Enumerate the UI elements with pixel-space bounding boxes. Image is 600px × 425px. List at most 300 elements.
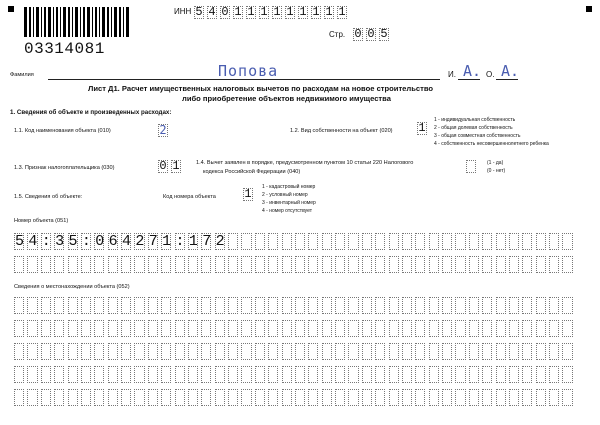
location-cell[interactable]	[255, 343, 265, 360]
location-cell[interactable]	[482, 320, 492, 337]
object-number-cell[interactable]	[402, 256, 412, 273]
location-cell[interactable]	[442, 297, 452, 314]
location-cell[interactable]	[255, 297, 265, 314]
location-cell[interactable]	[308, 389, 318, 406]
object-number-cell[interactable]	[362, 233, 372, 250]
location-cell[interactable]	[455, 343, 465, 360]
location-cell[interactable]	[375, 366, 385, 383]
location-cell[interactable]	[295, 297, 305, 314]
inn-digit-cell[interactable]: 5	[195, 5, 203, 19]
location-cell[interactable]	[14, 389, 24, 406]
location-cell[interactable]	[54, 343, 64, 360]
f13-cells[interactable]	[158, 160, 184, 173]
location-cell[interactable]	[496, 366, 506, 383]
location-cell[interactable]	[175, 389, 185, 406]
location-cell[interactable]	[562, 366, 572, 383]
f13-digit-cell[interactable]: 0	[159, 159, 167, 173]
location-cell[interactable]	[482, 366, 492, 383]
location-cell[interactable]	[415, 343, 425, 360]
f11-cells[interactable]	[158, 124, 171, 137]
inn-cells[interactable]	[194, 6, 350, 19]
location-cell[interactable]	[41, 343, 51, 360]
location-cell[interactable]	[228, 389, 238, 406]
location-cell[interactable]	[415, 389, 425, 406]
object-number-cell[interactable]	[522, 233, 532, 250]
object-number-cell[interactable]: :	[175, 233, 185, 250]
location-cell[interactable]	[41, 320, 51, 337]
location-cell[interactable]	[94, 366, 104, 383]
location-cell[interactable]	[14, 320, 24, 337]
location-cell[interactable]	[134, 389, 144, 406]
object-number-cell[interactable]	[68, 256, 78, 273]
object-number-cell[interactable]: 5	[15, 233, 25, 250]
location-cell[interactable]	[282, 343, 292, 360]
location-cell[interactable]	[389, 320, 399, 337]
location-cell[interactable]	[389, 297, 399, 314]
location-cell[interactable]	[549, 389, 559, 406]
inn-digit-cell[interactable]: 1	[312, 5, 320, 19]
location-cell[interactable]	[215, 320, 225, 337]
location-cell[interactable]	[442, 366, 452, 383]
location-cell[interactable]	[402, 343, 412, 360]
object-number-cell[interactable]	[14, 256, 24, 273]
object-number-cell[interactable]	[228, 233, 238, 250]
location-cell[interactable]	[27, 343, 37, 360]
object-number-cell[interactable]	[41, 256, 51, 273]
object-number-cell[interactable]	[469, 256, 479, 273]
location-cell[interactable]	[522, 343, 532, 360]
object-number-cell[interactable]	[295, 233, 305, 250]
location-cell[interactable]	[469, 389, 479, 406]
inn-digit-cell[interactable]: 1	[325, 5, 333, 19]
location-cell[interactable]	[455, 320, 465, 337]
object-number-cell[interactable]	[161, 256, 171, 273]
object-number-cell[interactable]	[482, 256, 492, 273]
object-number-cell[interactable]	[415, 233, 425, 250]
location-cell[interactable]	[27, 297, 37, 314]
location-cell[interactable]	[54, 297, 64, 314]
object-number-cell[interactable]	[188, 256, 198, 273]
f13-digit-cell[interactable]: 1	[172, 159, 180, 173]
location-cell[interactable]	[54, 366, 64, 383]
location-cell[interactable]	[94, 320, 104, 337]
location-cell[interactable]	[469, 343, 479, 360]
initial-o-value[interactable]: А.	[501, 62, 520, 80]
object-number-cell[interactable]	[389, 256, 399, 273]
location-cell[interactable]	[81, 297, 91, 314]
location-cell[interactable]	[228, 297, 238, 314]
object-number-cell[interactable]	[522, 256, 532, 273]
location-cell[interactable]	[27, 389, 37, 406]
location-cell[interactable]	[562, 343, 572, 360]
location-cell[interactable]	[362, 366, 372, 383]
object-number-cell[interactable]	[27, 256, 37, 273]
object-number-cell[interactable]	[108, 256, 118, 273]
location-cell[interactable]	[268, 366, 278, 383]
location-cell[interactable]	[81, 389, 91, 406]
location-cell[interactable]	[536, 366, 546, 383]
object-number-cell[interactable]	[482, 233, 492, 250]
location-cell[interactable]	[282, 389, 292, 406]
object-number-cell[interactable]	[322, 256, 332, 273]
f14-cells[interactable]	[466, 160, 479, 173]
object-number-cell[interactable]	[442, 233, 452, 250]
object-number-cell[interactable]	[121, 256, 131, 273]
location-cell[interactable]	[282, 366, 292, 383]
location-cell[interactable]	[389, 343, 399, 360]
object-number-cell[interactable]	[282, 233, 292, 250]
location-cell[interactable]	[455, 297, 465, 314]
location-cell[interactable]	[536, 297, 546, 314]
location-cell[interactable]	[268, 297, 278, 314]
object-number-cell[interactable]	[295, 256, 305, 273]
inn-digit-cell[interactable]: 1	[260, 5, 268, 19]
object-number-cell[interactable]	[509, 233, 519, 250]
location-cell[interactable]	[522, 320, 532, 337]
object-number-cell[interactable]: 2	[135, 233, 145, 250]
object-number-row-2[interactable]	[14, 256, 576, 273]
location-cell[interactable]	[335, 297, 345, 314]
location-cell[interactable]	[536, 389, 546, 406]
object-number-cell[interactable]	[335, 233, 345, 250]
object-number-cell[interactable]	[496, 233, 506, 250]
location-cell[interactable]	[308, 366, 318, 383]
location-cell[interactable]	[549, 366, 559, 383]
object-number-cell[interactable]	[389, 233, 399, 250]
location-cell[interactable]	[322, 366, 332, 383]
inn-digit-cell[interactable]: 1	[234, 5, 242, 19]
object-number-cell[interactable]	[348, 256, 358, 273]
location-cell[interactable]	[241, 320, 251, 337]
location-cell[interactable]	[295, 366, 305, 383]
object-number-cell[interactable]: 7	[148, 233, 158, 250]
location-cell[interactable]	[562, 389, 572, 406]
location-cell[interactable]	[496, 343, 506, 360]
object-number-cell[interactable]: 7	[202, 233, 212, 250]
location-cell[interactable]	[322, 320, 332, 337]
location-cell[interactable]	[27, 366, 37, 383]
location-cell[interactable]	[188, 366, 198, 383]
location-cell[interactable]	[215, 343, 225, 360]
location-cell[interactable]	[282, 320, 292, 337]
object-number-cell[interactable]: :	[81, 233, 91, 250]
object-number-cell[interactable]	[335, 256, 345, 273]
object-number-cell[interactable]	[442, 256, 452, 273]
location-cell[interactable]	[121, 297, 131, 314]
object-number-cell[interactable]	[308, 233, 318, 250]
location-cell[interactable]	[348, 366, 358, 383]
location-cell[interactable]	[94, 297, 104, 314]
location-cell[interactable]	[14, 343, 24, 360]
location-cell[interactable]	[54, 389, 64, 406]
object-number-cell[interactable]	[549, 256, 559, 273]
f15-cells[interactable]	[243, 188, 256, 201]
object-number-cell[interactable]: 4	[28, 233, 38, 250]
location-cell[interactable]	[121, 389, 131, 406]
location-cell[interactable]	[308, 297, 318, 314]
location-cell[interactable]	[402, 320, 412, 337]
object-number-cell[interactable]	[241, 233, 251, 250]
location-row[interactable]	[14, 389, 576, 406]
object-number-cell[interactable]	[562, 256, 572, 273]
location-cell[interactable]	[469, 366, 479, 383]
object-number-cell[interactable]: 3	[55, 233, 65, 250]
location-cell[interactable]	[362, 389, 372, 406]
location-cell[interactable]	[496, 297, 506, 314]
location-cell[interactable]	[509, 297, 519, 314]
location-cell[interactable]	[375, 389, 385, 406]
object-number-cell[interactable]: 4	[122, 233, 132, 250]
location-cell[interactable]	[175, 366, 185, 383]
location-cell[interactable]	[81, 343, 91, 360]
location-cell[interactable]	[94, 343, 104, 360]
location-cell[interactable]	[402, 366, 412, 383]
location-cell[interactable]	[455, 389, 465, 406]
location-cell[interactable]	[201, 343, 211, 360]
page-no-digit-cell[interactable]: 0	[367, 27, 375, 41]
location-cell[interactable]	[415, 366, 425, 383]
location-cell[interactable]	[148, 389, 158, 406]
location-cell[interactable]	[522, 389, 532, 406]
location-cell[interactable]	[134, 320, 144, 337]
location-cell[interactable]	[201, 297, 211, 314]
object-number-cell[interactable]	[549, 233, 559, 250]
location-cell[interactable]	[308, 343, 318, 360]
object-number-cell[interactable]: 6	[108, 233, 118, 250]
page-no-digit-cell[interactable]: 5	[380, 27, 388, 41]
object-number-cell[interactable]	[536, 256, 546, 273]
location-cell[interactable]	[295, 389, 305, 406]
location-cell[interactable]	[201, 320, 211, 337]
inn-digit-cell[interactable]: 4	[208, 5, 216, 19]
object-number-cell[interactable]	[348, 233, 358, 250]
location-cell[interactable]	[268, 320, 278, 337]
f12-cells[interactable]	[417, 122, 430, 135]
location-cell[interactable]	[188, 343, 198, 360]
object-number-cell[interactable]	[509, 256, 519, 273]
object-number-cell[interactable]	[268, 256, 278, 273]
object-number-cell[interactable]	[536, 233, 546, 250]
location-cell[interactable]	[549, 297, 559, 314]
object-number-cell[interactable]: 2	[215, 233, 225, 250]
location-cell[interactable]	[241, 343, 251, 360]
location-cell[interactable]	[335, 389, 345, 406]
location-cell[interactable]	[322, 389, 332, 406]
location-cell[interactable]	[161, 320, 171, 337]
object-number-cell[interactable]	[81, 256, 91, 273]
location-cell[interactable]	[68, 297, 78, 314]
inn-digit-cell[interactable]: 1	[299, 5, 307, 19]
location-cell[interactable]	[549, 343, 559, 360]
location-cell[interactable]	[429, 366, 439, 383]
location-cell[interactable]	[509, 366, 519, 383]
location-cell[interactable]	[241, 297, 251, 314]
object-number-cell[interactable]	[201, 256, 211, 273]
location-cell[interactable]	[335, 343, 345, 360]
location-cell[interactable]	[415, 297, 425, 314]
location-cell[interactable]	[469, 320, 479, 337]
object-number-cell[interactable]	[148, 256, 158, 273]
object-number-cell[interactable]	[469, 233, 479, 250]
object-number-cell[interactable]	[94, 256, 104, 273]
object-number-cell[interactable]	[415, 256, 425, 273]
location-cell[interactable]	[27, 320, 37, 337]
object-number-cell[interactable]	[268, 233, 278, 250]
surname-value[interactable]: Попова	[218, 62, 279, 80]
location-cell[interactable]	[322, 343, 332, 360]
location-cell[interactable]	[201, 389, 211, 406]
location-cell[interactable]	[308, 320, 318, 337]
location-cell[interactable]	[522, 366, 532, 383]
f12-cell[interactable]: 1	[418, 121, 426, 135]
object-number-cell[interactable]	[255, 233, 265, 250]
object-number-cell[interactable]	[175, 256, 185, 273]
location-cell[interactable]	[54, 320, 64, 337]
location-cell[interactable]	[188, 320, 198, 337]
object-number-cell[interactable]	[215, 256, 225, 273]
location-row[interactable]	[14, 366, 576, 383]
location-cell[interactable]	[429, 297, 439, 314]
inn-digit-cell[interactable]: 1	[286, 5, 294, 19]
object-number-cell[interactable]	[54, 256, 64, 273]
inn-digit-cell[interactable]: 1	[273, 5, 281, 19]
location-cell[interactable]	[562, 320, 572, 337]
location-cell[interactable]	[108, 320, 118, 337]
object-number-cell[interactable]: 1	[188, 233, 198, 250]
location-cell[interactable]	[375, 297, 385, 314]
location-cell[interactable]	[442, 343, 452, 360]
object-number-cell[interactable]	[455, 256, 465, 273]
object-number-cell[interactable]	[362, 256, 372, 273]
initial-i-value[interactable]: А.	[463, 62, 482, 80]
location-cell[interactable]	[68, 389, 78, 406]
location-cell[interactable]	[402, 297, 412, 314]
location-cell[interactable]	[134, 297, 144, 314]
location-cell[interactable]	[268, 389, 278, 406]
location-cell[interactable]	[496, 320, 506, 337]
object-number-cell[interactable]	[282, 256, 292, 273]
location-cell[interactable]	[348, 389, 358, 406]
location-cell[interactable]	[429, 343, 439, 360]
location-cell[interactable]	[215, 297, 225, 314]
location-cell[interactable]	[161, 389, 171, 406]
location-cell[interactable]	[148, 297, 158, 314]
location-cell[interactable]	[108, 389, 118, 406]
location-cell[interactable]	[228, 320, 238, 337]
location-cell[interactable]	[121, 320, 131, 337]
location-cell[interactable]	[335, 320, 345, 337]
object-number-cell[interactable]	[496, 256, 506, 273]
location-cell[interactable]	[348, 343, 358, 360]
location-cell[interactable]	[362, 297, 372, 314]
location-cell[interactable]	[442, 389, 452, 406]
location-cell[interactable]	[148, 320, 158, 337]
f15-cell[interactable]: 1	[244, 187, 252, 201]
page-no-digit-cell[interactable]: 0	[354, 27, 362, 41]
location-cell[interactable]	[175, 343, 185, 360]
object-number-cell[interactable]	[455, 233, 465, 250]
location-cell[interactable]	[148, 366, 158, 383]
location-cell[interactable]	[241, 389, 251, 406]
inn-digit-cell[interactable]: 1	[247, 5, 255, 19]
location-row[interactable]	[14, 297, 576, 314]
location-cell[interactable]	[188, 297, 198, 314]
location-cell[interactable]	[148, 343, 158, 360]
object-number-cell[interactable]: 1	[162, 233, 172, 250]
object-number-cell[interactable]	[562, 233, 572, 250]
location-cell[interactable]	[562, 297, 572, 314]
object-number-cell[interactable]	[241, 256, 251, 273]
location-cell[interactable]	[362, 320, 372, 337]
location-cell[interactable]	[295, 320, 305, 337]
location-cell[interactable]	[161, 366, 171, 383]
location-cell[interactable]	[14, 366, 24, 383]
object-number-cell[interactable]	[375, 233, 385, 250]
location-cell[interactable]	[68, 320, 78, 337]
object-number-cell[interactable]	[228, 256, 238, 273]
location-cell[interactable]	[81, 366, 91, 383]
location-row[interactable]	[14, 320, 576, 337]
location-cell[interactable]	[201, 366, 211, 383]
location-cell[interactable]	[536, 320, 546, 337]
location-cell[interactable]	[509, 343, 519, 360]
location-cell[interactable]	[348, 320, 358, 337]
location-cell[interactable]	[134, 366, 144, 383]
location-cell[interactable]	[108, 343, 118, 360]
location-cell[interactable]	[41, 297, 51, 314]
object-number-cell[interactable]	[255, 256, 265, 273]
location-cell[interactable]	[161, 297, 171, 314]
f14-cell[interactable]	[466, 160, 476, 173]
location-cell[interactable]	[375, 343, 385, 360]
object-number-cell[interactable]	[402, 233, 412, 250]
location-cell[interactable]	[41, 366, 51, 383]
location-cell[interactable]	[536, 343, 546, 360]
location-cell[interactable]	[188, 389, 198, 406]
location-cell[interactable]	[509, 389, 519, 406]
object-number-cell[interactable]	[308, 256, 318, 273]
object-number-cell[interactable]	[134, 256, 144, 273]
location-cell[interactable]	[68, 343, 78, 360]
location-cell[interactable]	[348, 297, 358, 314]
location-cell[interactable]	[14, 297, 24, 314]
object-number-cell[interactable]: 5	[68, 233, 78, 250]
location-cell[interactable]	[228, 343, 238, 360]
location-row[interactable]	[14, 343, 576, 360]
object-number-cell[interactable]: 0	[95, 233, 105, 250]
f11-cell[interactable]: 2	[159, 123, 167, 137]
location-cell[interactable]	[469, 297, 479, 314]
inn-digit-cell[interactable]: 0	[221, 5, 229, 19]
location-cell[interactable]	[362, 343, 372, 360]
location-cell[interactable]	[215, 366, 225, 383]
location-cell[interactable]	[81, 320, 91, 337]
location-cell[interactable]	[161, 343, 171, 360]
location-cell[interactable]	[94, 389, 104, 406]
location-cell[interactable]	[241, 366, 251, 383]
location-cell[interactable]	[375, 320, 385, 337]
location-cell[interactable]	[295, 343, 305, 360]
location-cell[interactable]	[228, 366, 238, 383]
inn-digit-cell[interactable]: 1	[338, 5, 346, 19]
location-cell[interactable]	[482, 297, 492, 314]
location-cell[interactable]	[389, 366, 399, 383]
object-number-cell[interactable]	[429, 256, 439, 273]
object-number-cell[interactable]	[429, 233, 439, 250]
location-cell[interactable]	[455, 366, 465, 383]
location-cell[interactable]	[522, 297, 532, 314]
location-cell[interactable]	[549, 320, 559, 337]
